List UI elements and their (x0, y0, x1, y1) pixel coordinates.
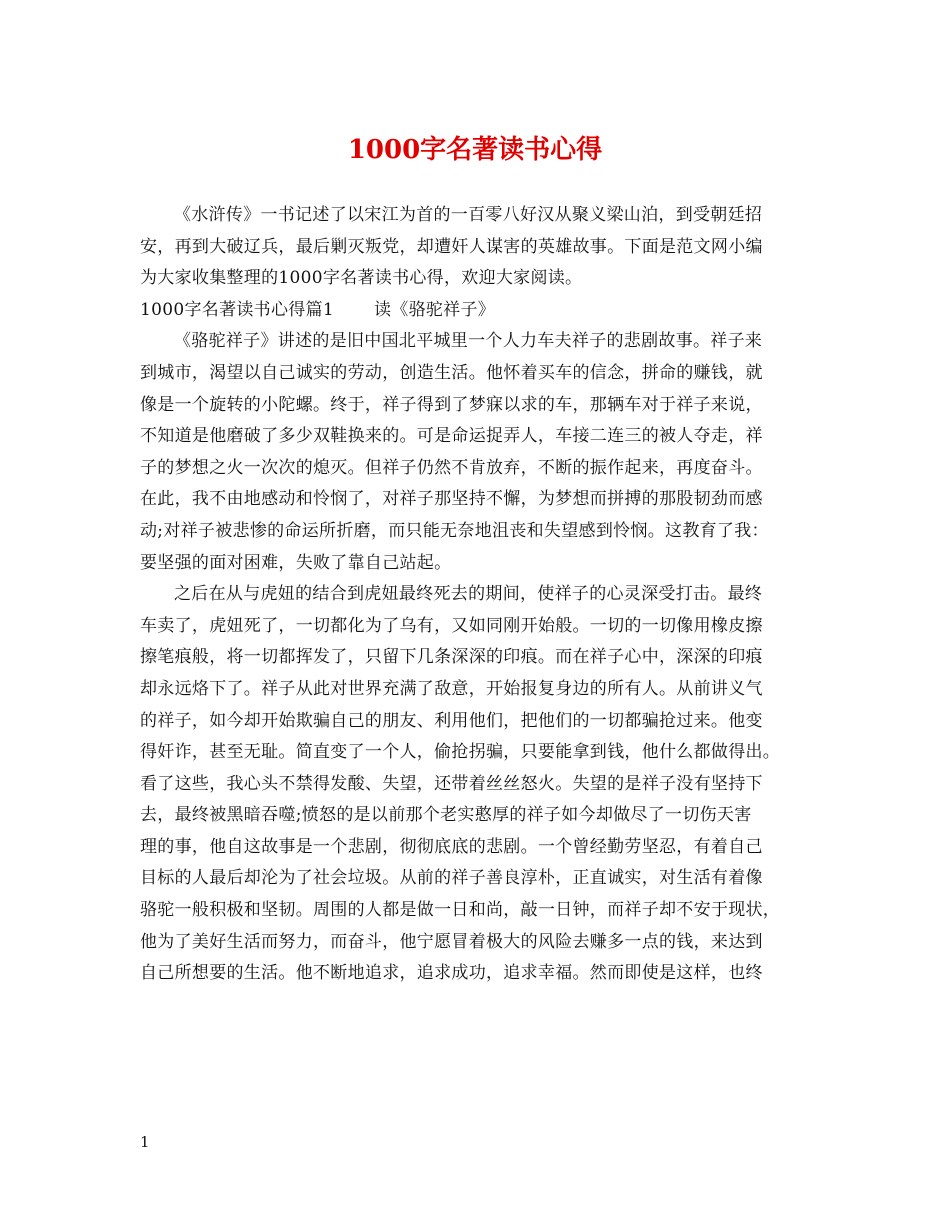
paragraph-line: 看了这些，我心头不禁得发酸、失望，还带着丝丝怒火。失望的是祥子没有坚持下 (140, 773, 763, 794)
paragraph-line: 子的梦想之火一次次的熄灭。但祥子仍然不肯放弃，不断的振作起来，再度奋斗。 (140, 457, 763, 478)
paragraph-line: 《骆驼祥子》讲述的是旧中国北平城里一个人力车夫祥子的悲剧故事。祥子来 (174, 331, 763, 352)
paragraph-line: 之后在从与虎妞的结合到虎妞最终死去的期间，使祥子的心灵深受打击。最终 (174, 584, 763, 605)
paragraph-line: 去，最终被黑暗吞噬;愤怒的是以前那个老实憨厚的祥子如今却做尽了一切伤天害 (140, 805, 752, 826)
section-heading (140, 295, 830, 327)
section-heading-subtitle: 读《骆驼祥子》 (373, 299, 496, 320)
paragraph-1 (140, 326, 830, 579)
paragraph-line: 的祥子，如今却开始欺骗自己的朋友、利用他们，把他们的一切都骗抢过来。他变 (140, 710, 763, 731)
paragraph-line: 得奸诈，甚至无耻。简直变了一个人，偷抢拐骗，只要能拿到钱，他什么都做得出。 (140, 742, 781, 763)
paragraph-line: 理的事，他自这故事是一个悲剧，彻彻底底的悲剧。一个曾经勤劳坚忍，有着自己 (140, 836, 763, 857)
paragraph-line: 动;对祥子被悲惨的命运所折磨，而只能无奈地沮丧和失望感到怜悯。这教育了我： (140, 520, 769, 541)
paragraph-line: 要坚强的面对困难，失败了靠自己站起。 (140, 552, 452, 573)
intro-line: 为大家收集整理的1000字名著读书心得，欢迎大家阅读。 (140, 268, 583, 289)
paragraph-line: 骆驼一般积极和坚韧。周围的人都是做一日和尚，敲一日钟，而祥子却不安于现状， (140, 900, 781, 921)
document-title: 1000字名著读书心得 (347, 135, 603, 165)
paragraph-2 (140, 579, 830, 990)
intro-line: 安，再到大破辽兵，最后剿灭叛党，却遭奸人谋害的英雄故事。下面是范文网小编 (140, 236, 763, 257)
paragraph-line: 不知道是他磨破了多少双鞋换来的。可是命运捉弄人，车接二连三的被人夺走，祥 (140, 426, 763, 447)
paragraph-line: 到城市，渴望以自己诚实的劳动，创造生活。他怀着买车的信念，拼命的赚钱，就 (140, 362, 763, 383)
paragraph-line: 车卖了，虎妞死了，一切都化为了乌有，又如同刚开始般。一切的一切像用橡皮擦 (140, 615, 763, 636)
intro-line: 《水浒传》一书记述了以宋江为首的一百零八好汉从聚义梁山泊，到受朝廷招 (174, 205, 763, 225)
paragraph-line: 像是一个旋转的小陀螺。终于，祥子得到了梦寐以求的车，那辆车对于祥子来说， (140, 394, 763, 415)
intro-paragraph (140, 200, 830, 295)
section-heading-label: 1000字名著读书心得篇1 (140, 299, 334, 320)
paragraph-line: 在此，我不由地感动和怜悯了，对祥子那坚持不懈，为梦想而拼搏的那股韧劲而感 (140, 489, 763, 510)
paragraph-line: 目标的人最后却沦为了社会垃圾。从前的祥子善良淳朴，正直诚实，对生活有着像 (140, 868, 763, 889)
document-body (140, 200, 830, 990)
paragraph-line: 他为了美好生活而努力，而奋斗，他宁愿冒着极大的风险去赚多一点的钱，来达到 (140, 931, 763, 952)
paragraph-line: 却永远烙下了。祥子从此对世界充满了敌意，开始报复身边的所有人。从前讲义气 (140, 678, 763, 699)
paragraph-line: 擦笔痕般，将一切都挥发了，只留下几条深深的印痕。而在祥子心中，深深的印痕 (140, 647, 763, 668)
page-number: 1 (140, 1133, 150, 1151)
paragraph-line: 自己所想要的生活。他不断地追求，追求成功，追求幸福。然而即使是这样，也终 (140, 963, 763, 984)
